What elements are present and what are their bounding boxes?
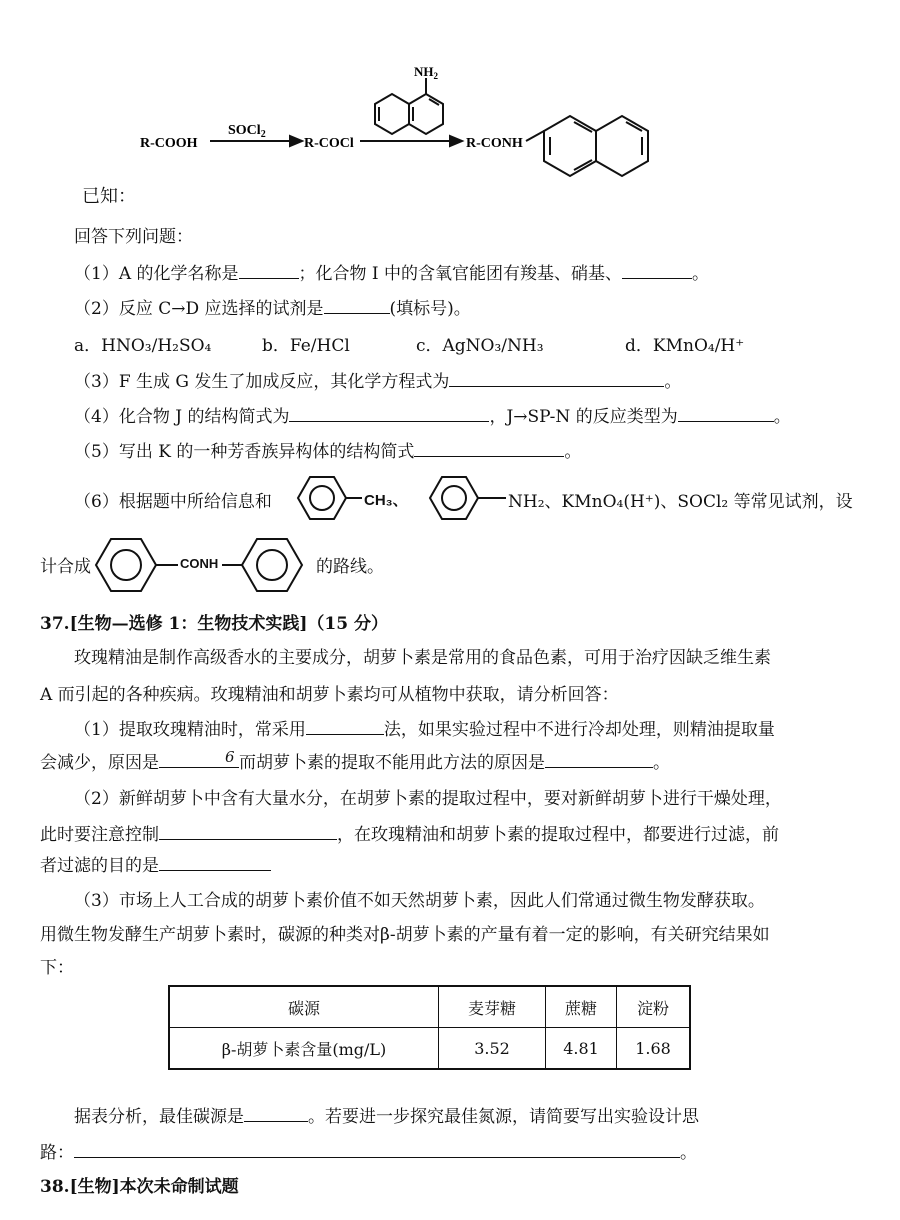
naphthyl-amide-structure	[526, 116, 648, 176]
toluene-structure	[294, 468, 364, 528]
question-3: （3）F 生成 G 发生了加成反应，其化学方程式为 。	[74, 367, 681, 392]
option-a: a．HNO₃/H₂SO₄	[74, 336, 212, 356]
q37-part-3b: 用微生物发酵生产胡萝卜素时，碳源的种类对β-胡萝卜素的产量有着一定的影响，有关研究结果如	[40, 925, 770, 945]
question-2: （2）反应 C→D 应选择的试剂是 (填标号)。	[74, 294, 471, 319]
ch3-label: CH₃、	[364, 492, 408, 509]
socl2-label: SOCl	[228, 123, 261, 138]
table-header-cell: 碳源	[169, 986, 439, 1028]
question-1: （1）A 的化学名称是 ；化合物 I 中的含氧官能团有羧基、硝基、 。	[74, 259, 709, 284]
known-label: 已知：	[82, 186, 136, 207]
q37-part-4a: 据表分析，最佳碳源是 。若要进一步探究最佳氮源，请简要写出实验设计思	[74, 1102, 699, 1127]
option-b: b．Fe/HCl	[262, 336, 350, 356]
table-header-cell: 麦芽糖	[439, 986, 546, 1028]
q37-part-3a: （3）市场上人工合成的胡萝卜素价值不如天然胡萝卜素，因此人们常通过微生物发酵获取。	[74, 891, 765, 911]
question-6-text: （6）根据题中所给信息和	[74, 492, 272, 512]
r-conh-label: R-CONH	[466, 136, 523, 151]
q37-part-2b: 此时要注意控制 ，在玫瑰精油和胡萝卜素的提取过程中，都要进行过滤，前	[40, 820, 779, 845]
q37-intro-2: A 而引起的各种疾病。玫瑰精油和胡萝卜素均可从植物中获取，请分析回答：	[40, 685, 619, 705]
table-header-cell: 蔗糖	[546, 986, 617, 1028]
q37-part-3c: 下：	[40, 958, 74, 978]
question-4: （4）化合物 J 的结构简式为 ，J→SP-N 的反应类型为 。	[74, 402, 791, 427]
nh2-label: NH	[414, 64, 434, 79]
q38-title: 38.[生物]本次未命制试题	[40, 1177, 239, 1197]
q37-part-1a: （1）提取玫瑰精油时，常采用 法，如果实验过程中不进行冷却处理，则精油提取量	[74, 715, 775, 740]
reagents-text: NH₂、KMnO₄(H⁺)、SOCl₂ 等常见试剂，设	[508, 492, 853, 512]
question-6-target-prefix: 计合成	[40, 557, 91, 577]
answer-prompt: 回答下列问题：	[74, 227, 193, 247]
option-d: d．KMnO₄/H⁺	[625, 336, 745, 356]
svg-text:NH2: $NH_2$	[414, 64, 438, 81]
svg-text:SOCl2: SOCl$_2$	[228, 123, 266, 140]
table-cell: β-胡萝卜素含量(mg/L)	[169, 1028, 439, 1070]
naphthylamine-structure	[375, 78, 443, 134]
q37-title: 37.[生物—选修 1：生物技术实践]（15 分）	[40, 614, 388, 634]
table-row	[169, 986, 690, 1028]
table-row	[169, 1028, 690, 1070]
table-header-cell: 淀粉	[617, 986, 691, 1028]
q37-part-2c: 者过滤的目的是	[40, 851, 271, 876]
r-cooh-label: R-COOH	[140, 136, 198, 151]
q37-intro-1: 玫瑰精油是制作高级香水的主要成分，胡萝卜素是常用的食品色素，可用于治疗因缺乏维生素	[74, 648, 771, 668]
q37-part-2a: （2）新鲜胡萝卜中含有大量水分，在胡萝卜素的提取过程中，要对新鲜胡萝卜进行干燥处理，	[74, 789, 782, 809]
reaction-scheme	[0, 0, 900, 200]
q37-part-1b: 会减少，原因是 6 而胡萝卜素的提取不能用此方法的原因是 。	[40, 748, 670, 773]
option-c: c．AgNO₃/NH₃	[416, 336, 544, 356]
table-cell: 4.81	[546, 1028, 617, 1070]
conh-label: CONH	[180, 556, 219, 571]
question-5: （5）写出 K 的一种芳香族异构体的结构简式 。	[74, 437, 581, 462]
aniline-structure	[426, 468, 508, 528]
carbon-source-table	[168, 985, 691, 1070]
table-cell: 3.52	[439, 1028, 546, 1070]
question-6-target-suffix: 的路线。	[316, 557, 384, 577]
r-cocl-label: R-COCl	[304, 136, 354, 151]
q37-part-4b: 路： 。	[40, 1138, 697, 1163]
table-cell: 1.68	[617, 1028, 691, 1070]
